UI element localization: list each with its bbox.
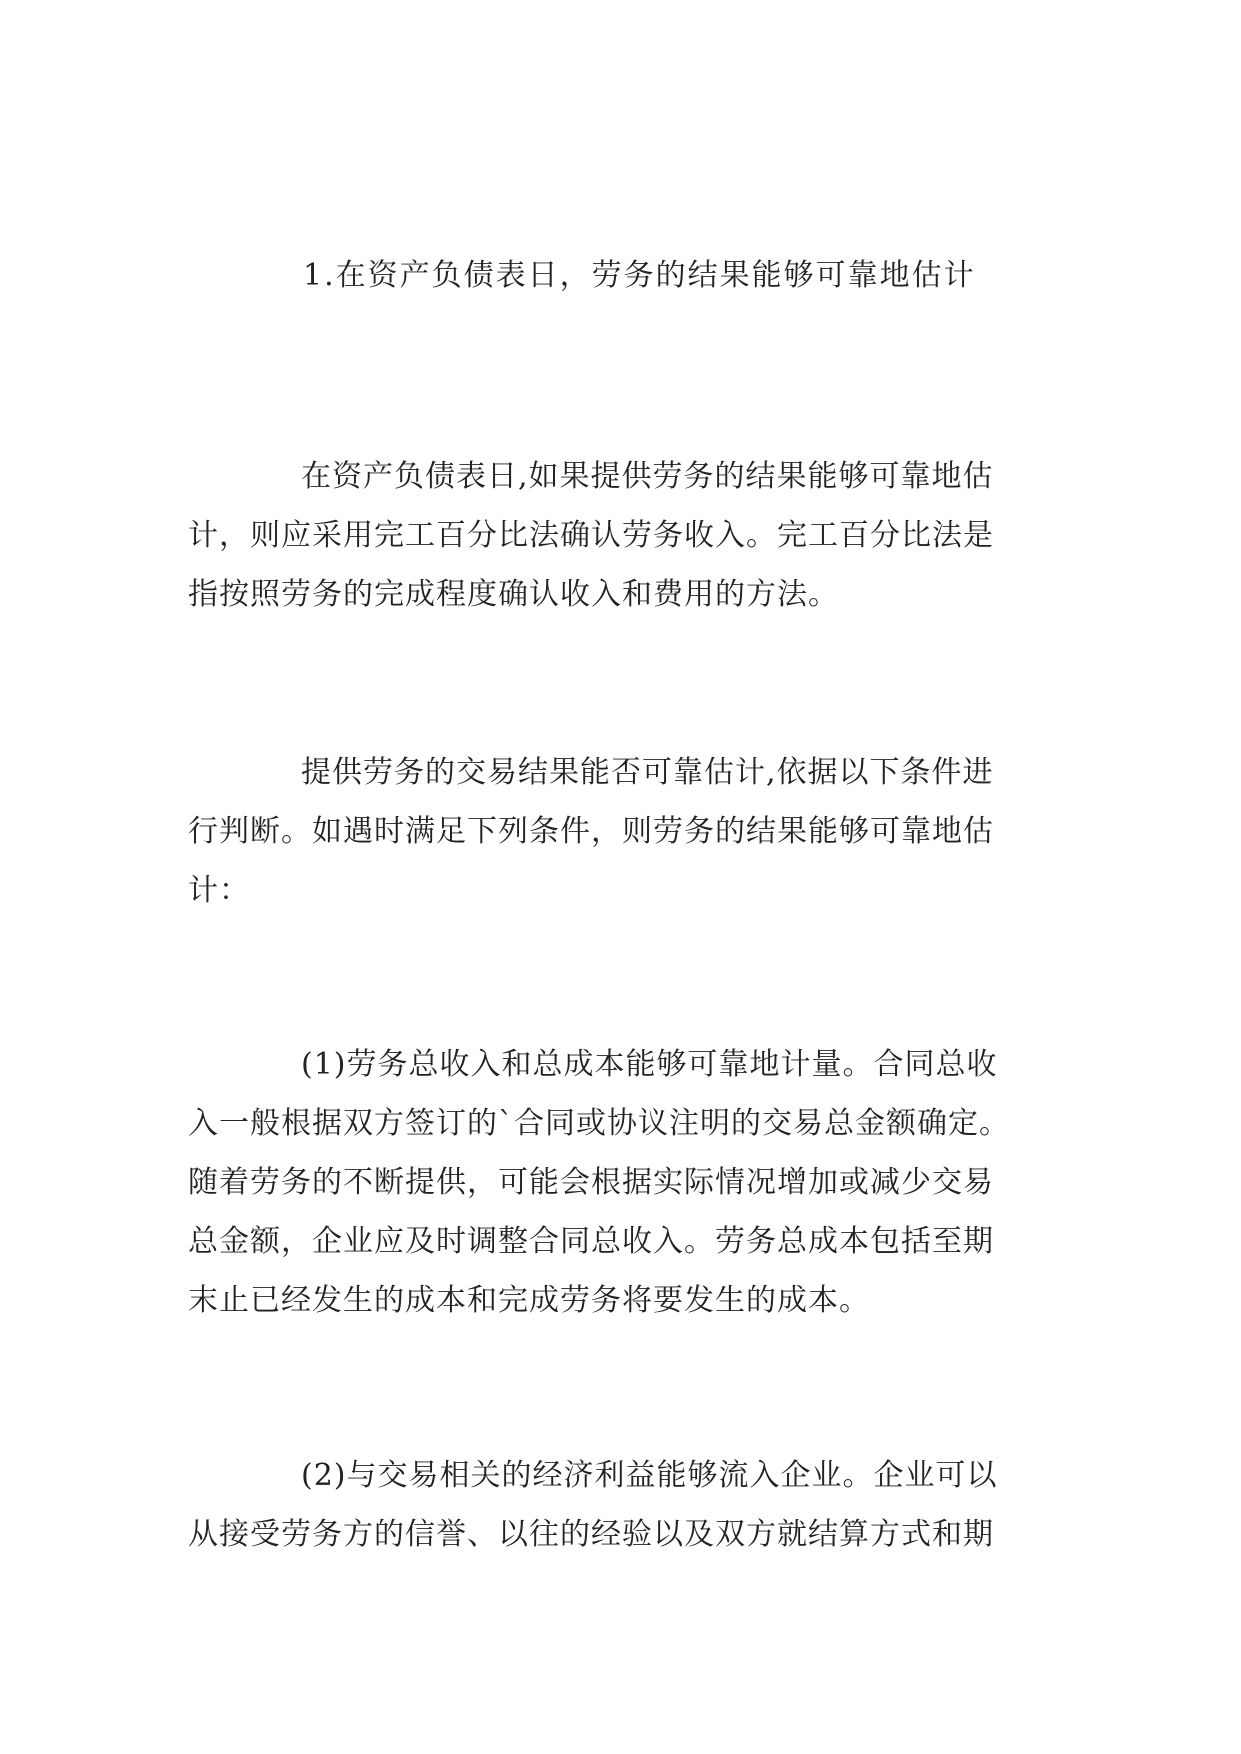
paragraph-line: 提供劳务的交易结果能否可靠估计,依据以下条件进 xyxy=(301,755,994,790)
paragraph-line: 总金额，企业应及时调整合同总收入。劳务总成本包括至期 xyxy=(188,1224,994,1259)
paragraph-line: 随着劳务的不断提供，可能会根据实际情况增加或减少交易 xyxy=(188,1165,994,1200)
paragraph-line: 计，则应采用完工百分比法确认劳务收入。完工百分比法是 xyxy=(188,518,994,553)
paragraph-line: 行判断。如遇时满足下列条件，则劳务的结果能够可靠地估 xyxy=(188,814,994,849)
paragraph-line: 从接受劳务方的信誉、以往的经验以及双方就结算方式和期 xyxy=(188,1517,994,1552)
paragraph-2 xyxy=(188,743,1054,920)
paragraph-line: (1)劳务总收入和总成本能够可靠地计量。合同总收 xyxy=(301,1047,998,1082)
paragraph-line: 计： xyxy=(188,873,250,908)
paragraph-1 xyxy=(188,447,1054,624)
paragraph-line: 末止已经发生的成本和完成劳务将要发生的成本。 xyxy=(188,1283,870,1318)
paragraph-line: 入一般根据双方签订的`合同或协议注明的交易总金额确定。 xyxy=(188,1106,1010,1141)
paragraph-line: 在资产负债表日,如果提供劳务的结果能够可靠地估 xyxy=(301,459,994,494)
paragraph-line: (2)与交易相关的经济利益能够流入企业。企业可以 xyxy=(301,1458,998,1493)
section-heading: 1.在资产负债表日，劳务的结果能够可靠地估计 xyxy=(303,258,976,293)
paragraph-3 xyxy=(188,1035,1054,1330)
paragraph-line: 指按照劳务的完成程度确认收入和费用的方法。 xyxy=(188,577,839,612)
paragraph-4 xyxy=(188,1446,1054,1564)
